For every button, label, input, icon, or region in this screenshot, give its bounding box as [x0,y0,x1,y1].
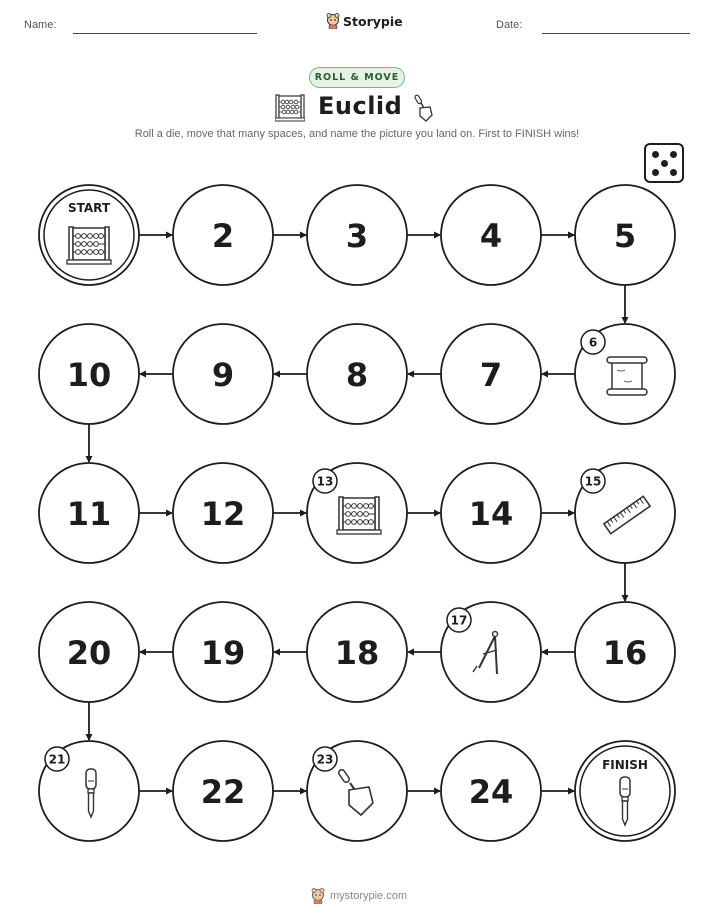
board-space [307,463,407,563]
board-space [307,741,407,841]
abacus-icon [67,227,111,264]
space-number: 10 [66,356,112,394]
board-space [307,324,407,424]
space-number: 8 [345,356,369,394]
finish-label: FINISH [602,758,648,772]
board-space [575,185,675,285]
space-number: 16 [602,634,648,672]
board-space [307,602,407,702]
board-space [173,602,273,702]
board-space [173,741,273,841]
game-type-badge: ROLL & MOVE [309,67,405,88]
space-number-badge: 23 [316,752,334,767]
space-number-badge: 15 [584,474,602,489]
space-number: 20 [66,634,112,672]
board-space [575,463,675,563]
footer [310,888,407,904]
finish-space [575,741,675,841]
board-space [173,463,273,563]
board-space [39,324,139,424]
space-number-badge: 21 [48,752,66,767]
space-number: 5 [613,217,637,255]
board-space [441,324,541,424]
space-number-badge: 13 [316,474,334,489]
space-number: 19 [200,634,246,672]
name-label: Name: [24,19,57,31]
space-number: 3 [345,217,369,255]
space-number-badge: 6 [588,335,598,350]
date-label: Date: [496,19,523,31]
start-space [39,185,139,285]
mascot-icon [310,888,326,904]
board-space [307,185,407,285]
space-number: 12 [200,495,246,533]
brand-name: Storypie [343,13,403,29]
space-number: 18 [334,634,380,672]
page-title: Euclid [318,92,403,120]
board-space [39,463,139,563]
space-number-badge: 17 [450,613,468,628]
instructions: Roll a die, move that many spaces, and name the picture you land on. First to FINISH wins! [134,128,580,140]
space-number: 11 [66,495,112,533]
abacus-icon [337,497,381,534]
board-space [173,185,273,285]
space-number: 14 [468,495,514,533]
space-number: 7 [479,356,503,394]
space-number: 4 [479,217,503,255]
board-space [441,463,541,563]
space-number: 2 [211,217,235,255]
space-number: 9 [211,356,235,394]
board-space [39,602,139,702]
space-number: 24 [468,773,514,811]
space-number: 22 [200,773,246,811]
board-space [575,324,675,424]
board-space [173,324,273,424]
footer-url: mystorypie.com [330,890,408,902]
board-space [441,602,541,702]
start-label: START [67,201,111,215]
board-space [575,602,675,702]
board-space [39,741,139,841]
board-space [441,185,541,285]
scroll-icon [607,357,647,395]
board-space [441,741,541,841]
